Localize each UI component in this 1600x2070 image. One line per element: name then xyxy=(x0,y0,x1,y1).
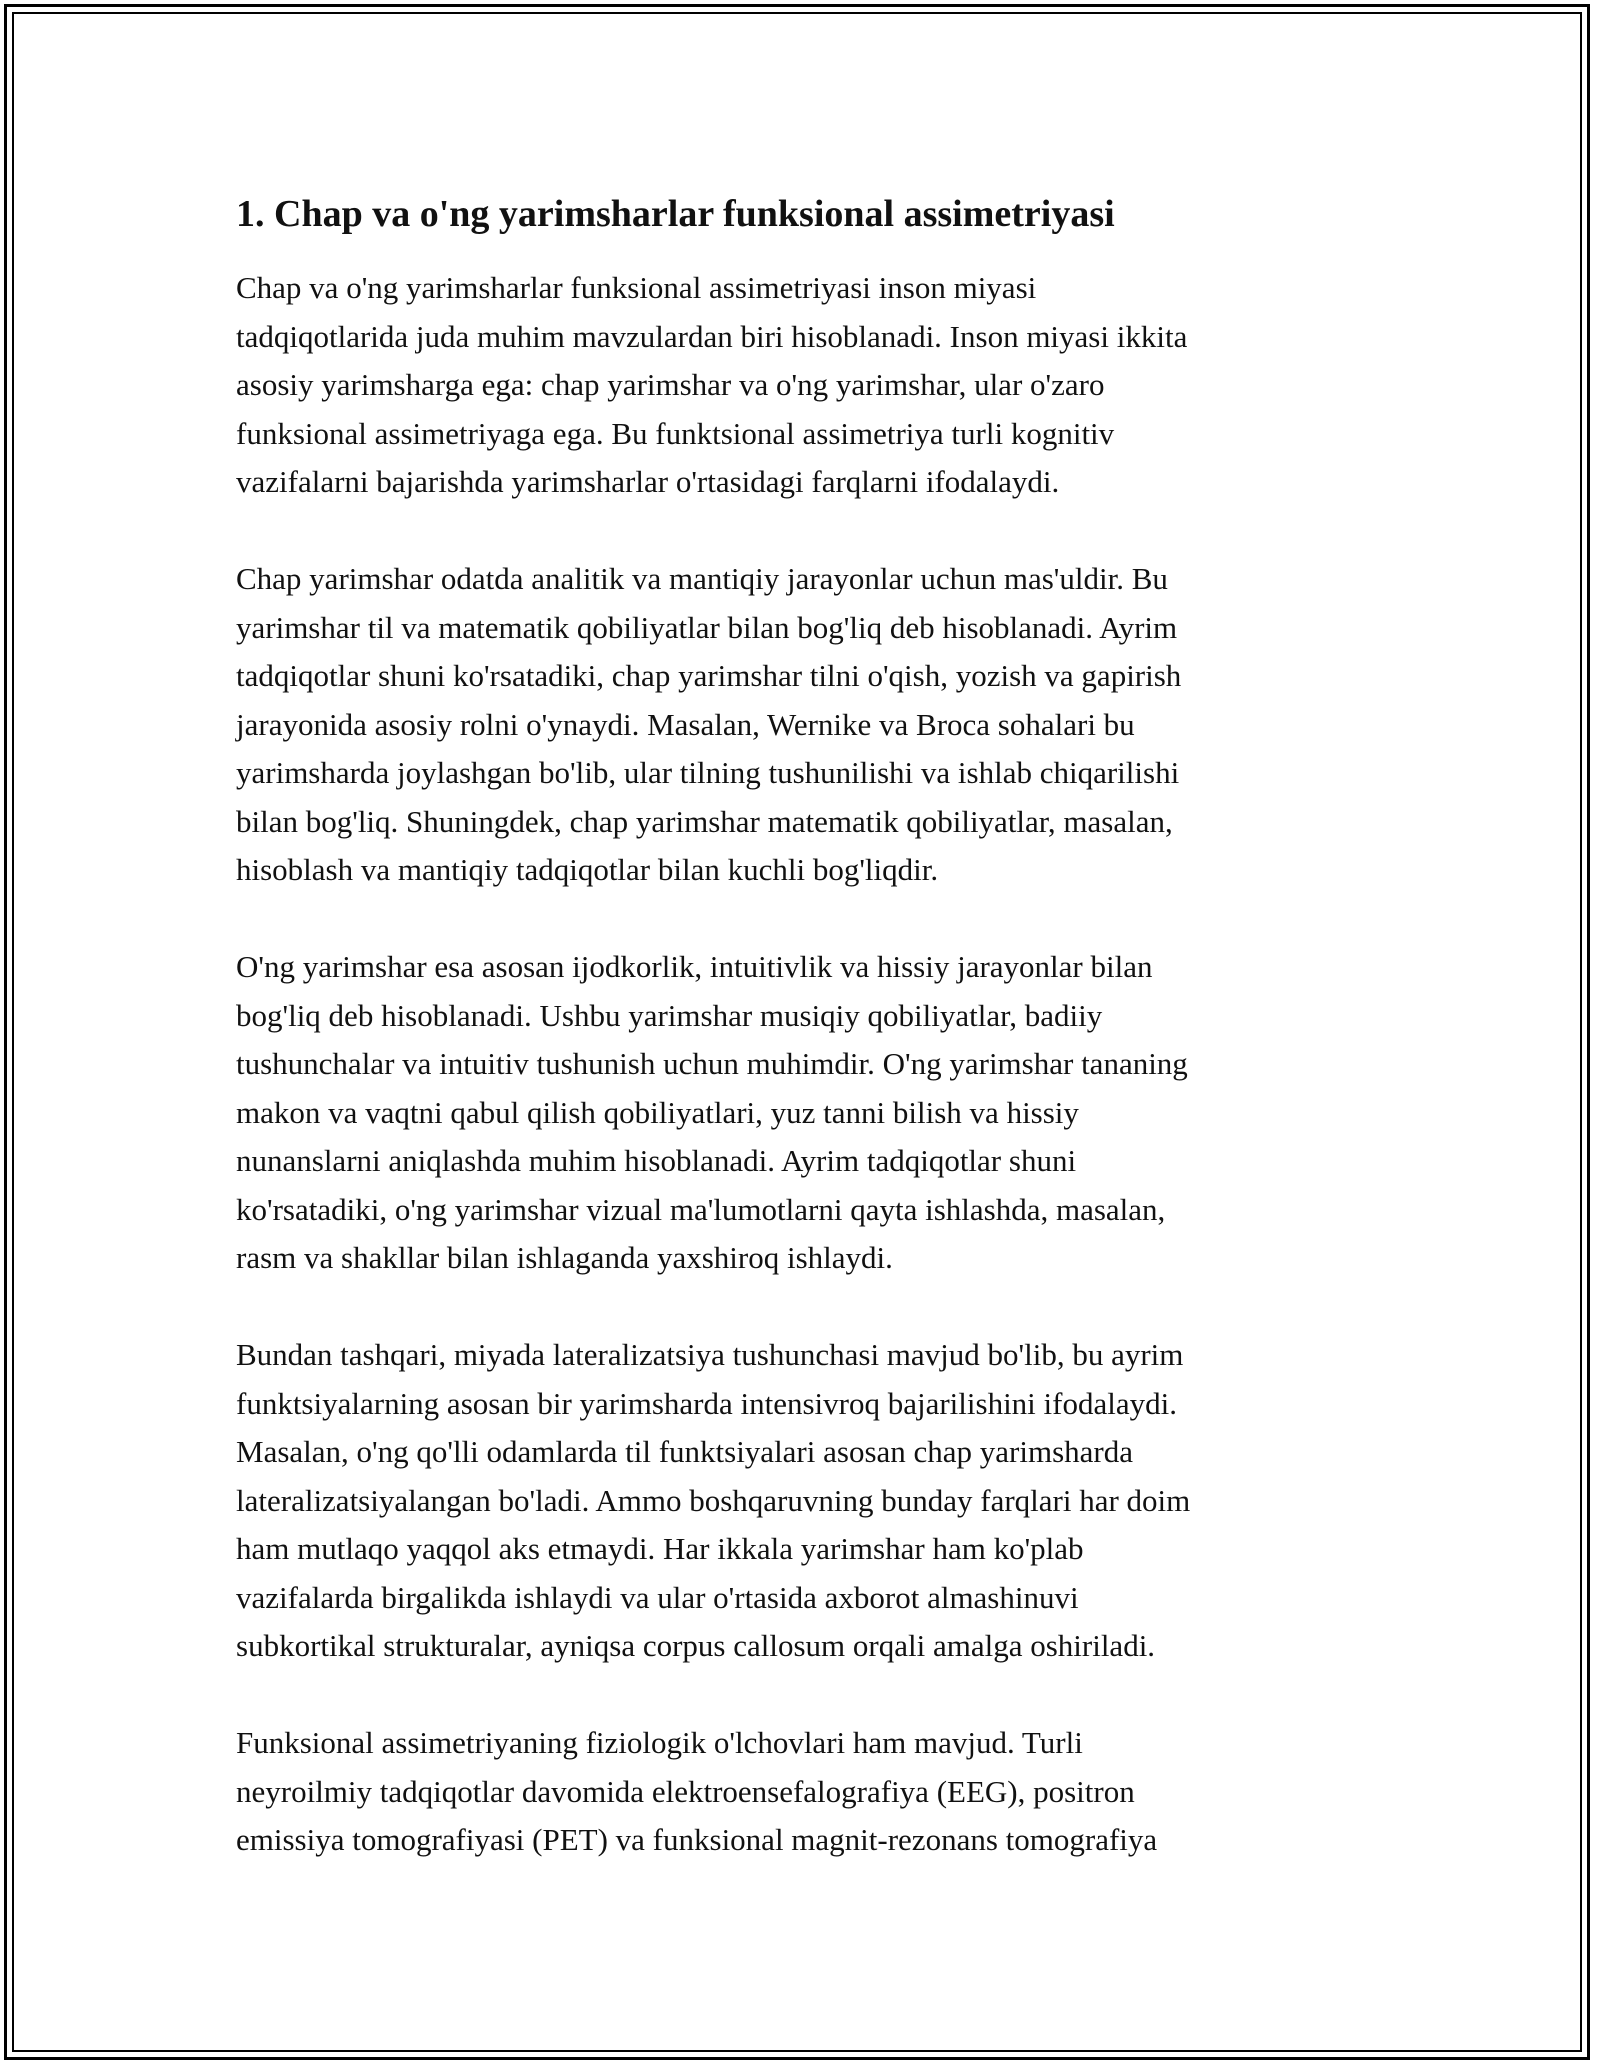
text-line: subkortikal strukturalar, ayniqsa corpus callosum orqali amalga oshiriladi. xyxy=(236,1628,1156,1663)
text-line: rasm va shakllar bilan ishlaganda yaxshiroq ishlaydi. xyxy=(236,1240,893,1275)
text-line: hisoblash va mantiqiy tadqiqotlar bilan kuchli bog'liqdir. xyxy=(236,852,939,887)
text-line: Chap yarimshar odatda analitik va mantiqiy jarayonlar uchun mas'uldir. Bu xyxy=(236,561,1168,596)
text-line: funksional assimetriyaga ega. Bu funktsional assimetriya turli kognitiv xyxy=(236,415,1115,451)
text-line: yarimshar til va matematik qobiliyatlar bilan bog'liq deb hisoblanadi. Ayrim xyxy=(236,609,1178,645)
text-line: tushunchalar va intuitiv tushunish uchun muhimdir. O'ng yarimshar tananing xyxy=(236,1046,1188,1081)
text-line: asosiy yarimsharga ega: chap yarimshar va o'ng yarimshar, ular o'zaro xyxy=(236,367,1105,402)
text-line: ham mutlaqo yaqqol aks etmaydi. Har ikkala yarimshar ham ko'plab xyxy=(236,1531,1084,1566)
text-line: tadqiqotlarida juda muhim mavzulardan biri hisoblanadi. Inson miyasi ikkita xyxy=(236,318,1188,354)
text-line: Chap va o'ng yarimsharlar funksional assimetriyasi inson miyasi xyxy=(236,270,1037,305)
paragraph-1 xyxy=(236,264,1376,507)
text-line: Masalan, o'ng qo'lli odamlarda til funktsiyalari asosan chap yarimsharda xyxy=(236,1434,1134,1469)
text-line: vazifalarni bajarishda yarimsharlar o'rtasidagi farqlarni ifodalaydi. xyxy=(236,464,1060,499)
text-line: jarayonida asosiy rolni o'ynaydi. Masalan, Wernike va Broca sohalari bu xyxy=(236,706,1135,742)
text-line: tadqiqotlar shuni ko'rsatadiki, chap yarimshar tilni o'qish, yozish va gapirish xyxy=(236,658,1182,693)
document-body xyxy=(236,186,1376,1913)
text-line: nunanslarni aniqlashda muhim hisoblanadi. Ayrim tadqiqotlar shuni xyxy=(236,1143,1077,1178)
text-line: funktsiyalarning asosan bir yarimsharda intensivroq bajarilishini ifodalaydi. xyxy=(236,1385,1177,1421)
paragraph-3 xyxy=(236,943,1376,1283)
paragraph-2 xyxy=(236,555,1376,895)
text-line: ko'rsatadiki, o'ng yarimshar vizual ma'lumotlarni qayta ishlashda, masalan, xyxy=(236,1191,1166,1227)
section-heading: 1. Chap va o'ng yarimsharlar funksional assimetriyasi xyxy=(236,193,1115,235)
text-line: neyroilmiy tadqiqotlar davomida elektroensefalografiya (EEG), positron xyxy=(236,1773,1135,1809)
text-line: emissiya tomografiyasi (PET) va funksional magnit-rezonans tomografiya xyxy=(236,1822,1158,1857)
text-line: Bundan tashqari, miyada lateralizatsiya tushunchasi mavjud bo'lib, bu ayrim xyxy=(236,1337,1184,1372)
text-line: bog'liq deb hisoblanadi. Ushbu yarimshar musiqiy qobiliyatlar, badiiy xyxy=(236,997,1103,1033)
text-line: O'ng yarimshar esa asosan ijodkorlik, intuitivlik va hissiy jarayonlar bilan xyxy=(236,949,1153,984)
text-line: Funksional assimetriyaning fiziologik o'lchovlari ham mavjud. Turli xyxy=(236,1725,1083,1760)
paragraph-4 xyxy=(236,1331,1376,1671)
text-line: vazifalarda birgalikda ishlaydi va ular o'rtasida axborot almashinuvi xyxy=(236,1579,1079,1615)
text-line: lateralizatsiyalangan bo'ladi. Ammo boshqaruvning bunday farqlari har doim xyxy=(236,1482,1191,1518)
text-line: bilan bog'liq. Shuningdek, chap yarimshar matematik qobiliyatlar, masalan, xyxy=(236,803,1173,839)
text-line: yarimsharda joylashgan bo'lib, ular tilning tushunilishi va ishlab chiqarilishi xyxy=(236,755,1180,790)
paragraph-5 xyxy=(236,1719,1376,1865)
text-line: makon va vaqtni qabul qilish qobiliyatlari, yuz tanni bilish va hissiy xyxy=(236,1094,1079,1130)
